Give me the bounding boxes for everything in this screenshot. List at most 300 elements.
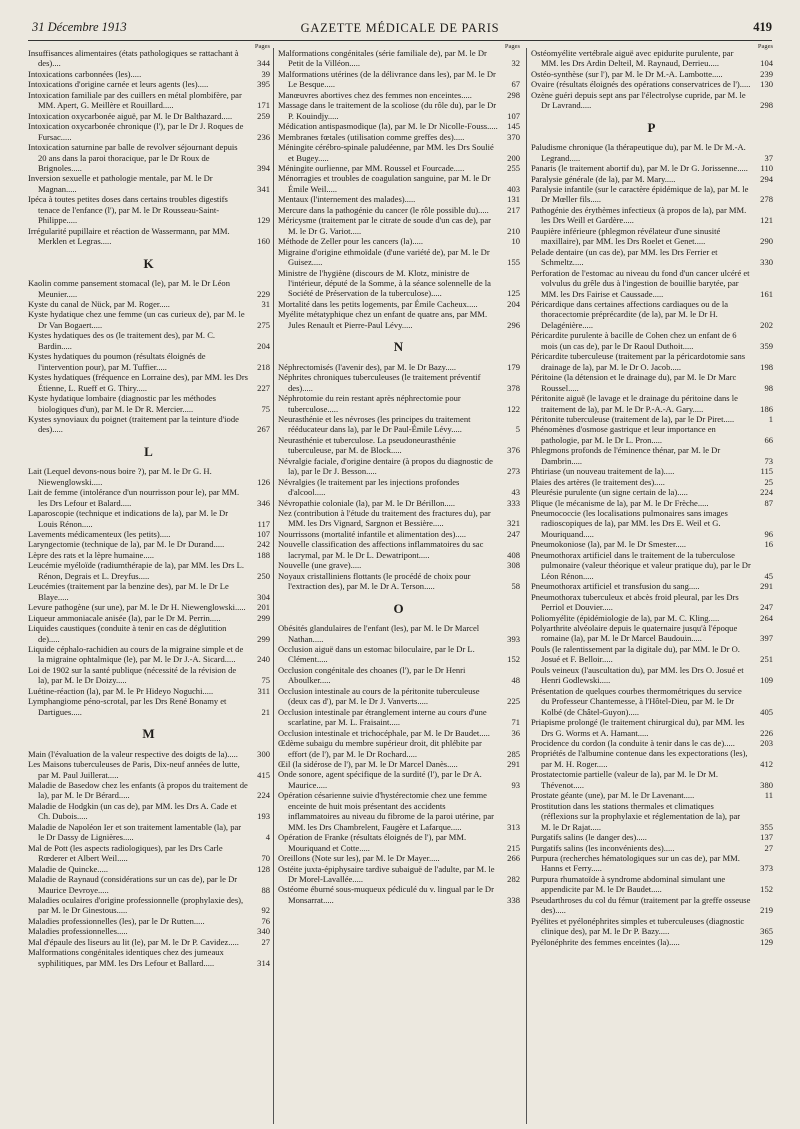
index-entry [278,571,520,592]
entry-text: Néphrotomie du rein restant après néphrectomie pour tuberculose..... [278,393,461,414]
entry-text: Ostéo-synthèse (sur l'), par M. le Dr M.-A. Lambotte..... [531,68,723,79]
index-entry [28,780,270,801]
entry-page-number: 308 [507,560,520,571]
index-entry [278,414,520,435]
entry-page-number: 240 [257,654,270,665]
entry-page-number: 393 [507,633,520,644]
pages-label: Pages [504,43,520,50]
section-letter-heading: P [647,119,657,135]
entry-text: Ostéomyélite vertébrale aiguë avec epidurite purulente, par MM. les Drs Ardin Delteil, M. Raynaud, Derrieu..... [531,48,734,69]
entry-text: Polyarthrite alvéolaire depuis le quaternaire jusqu'à l'époque romaine (la), par M. le Dr Marcel Baudouin..... [531,623,738,644]
entry-text: Main (l'évaluation de la valeur respective des doigts de la)..... [28,748,238,759]
entry-page-number: 88 [261,884,270,895]
index-entry [531,477,773,487]
entry-page-number: 282 [507,873,520,884]
entry-text: Leucémie myéloïde (radiumthérapie de la), par MM. les Drs L. Rénon, Degrais et L. Dreyfus..... [28,560,244,581]
index-entry [278,884,520,905]
entry-page-number: 200 [507,152,520,163]
index-entry [278,142,520,163]
entry-text: Malformations utérines (de la délivrance dans les), par M. le Dr Le Besque..... [278,68,496,90]
index-entry [28,613,270,623]
index-entry [28,937,270,947]
entry-text: Inversion sexuelle et pathologie mentale, par M. le Dr Magnan..... [28,173,213,194]
index-entry [28,822,270,843]
entry-page-number: 285 [507,748,520,759]
entry-text: Kyste du canal de Nück, par M. Roger..... [28,298,170,309]
index-entry [278,769,520,790]
index-entry [531,330,773,351]
entry-page-number: 186 [760,403,773,414]
entry-page-number: 152 [760,884,773,895]
index-entry [531,853,773,874]
entry-page-number: 405 [760,706,773,717]
entry-page-number: 73 [764,455,773,466]
index-entry [278,393,520,414]
index-entry [531,393,773,414]
entry-text: Intoxications carbonnées (les)..... [28,68,142,79]
index-column-3 [531,43,773,1124]
entry-page-number: 341 [257,183,270,194]
index-entry [28,90,270,111]
index-entry [531,174,773,184]
entry-text: Pneumothorax tuberculeux et abcès froid pleural, par les Drs Perriol et Douvier..... [531,591,739,613]
index-entry [278,435,520,456]
entry-text: Kystes synoviaux du poignet (traitement par la teinture d'iode des)..... [28,413,239,435]
entry-text: Paludisme chronique (la thérapeutique du), par M. le Dr M.-A. Legrand..... [531,142,746,163]
entry-page-number: 298 [507,89,520,100]
entry-page-number: 304 [257,591,270,602]
entry-page-number: 43 [511,487,520,498]
entry-text: Maladie de Quincke..... [28,863,108,874]
index-entry [531,487,773,497]
entry-page-number: 128 [257,863,270,874]
entry-text: Myélite métatyphique chez un enfant de quatre ans, par MM. Jules Renault et Pierre-Paul Lévy..... [278,309,488,330]
section-letter-heading: M [142,726,156,742]
entry-text: Ostéite juxta-épiphysaire tardive subaiguë de l'adulte, par M. le Dr Morel-Lavallée..... [278,863,495,884]
entry-page-number: 218 [257,361,270,372]
entry-text: Phénomènes d'osmose gastrique et leur importance en pathologie, par M. le Dr L. Pron..... [531,424,716,445]
index-entry [531,299,773,330]
entry-text: Maladie de Hodgkin (un cas de), par MM. les Drs A. Cade et Ch. Dubois..... [28,800,237,822]
entry-page-number: 66 [764,434,773,445]
index-entry [278,236,520,246]
entry-text: Pneumothorax artificiel dans le traitement de la tuberculose pulmonaire (valeur théorique et valeur pratique du), par le Dr Léon Rénon..... [531,549,751,581]
entry-text: Ministre de l'hygiène (discours de M. Klotz, ministre de l'intérieur, député de la Somme, à la séance solennelle de la Société de Préservation de la tuberculose)..... [278,267,491,299]
entry-text: Laryngectomie (technique de la), par M. le Dr Durand..... [28,539,225,550]
index-entry [531,686,773,717]
entry-page-number: 210 [507,225,520,236]
index-entry [531,748,773,769]
index-entry [531,90,773,111]
index-entry [531,498,773,508]
index-entry [531,874,773,895]
entry-text: Ovaire (résultats éloignés des opérations conservatrices de l')..... [531,79,751,90]
index-entry [278,707,520,728]
entry-page-number: 365 [760,926,773,937]
entry-text: Laparoscopie (technique et indications de la), par M. le Dr Louis Rénon..... [28,508,229,529]
entry-text: Nouvelle (une grave)..... [278,560,362,571]
entry-text: Lavements médicamenteux (les petits)..... [28,529,171,540]
entry-page-number: 203 [760,738,773,748]
index-entry [531,69,773,79]
entry-page-number: 179 [507,361,520,372]
entry-page-number: 126 [257,476,270,487]
entry-page-number: 145 [507,121,520,132]
entry-text: Purgatifs salins (les inconvénients des)..... [531,842,675,853]
entry-page-number: 202 [760,319,773,330]
entry-text: Procidence du cordon (la conduite à tenir dans le cas de)..... [531,738,735,748]
index-entry [531,665,773,686]
entry-text: Levure pathogène (sur une), par M. le Dr H. Niewenglowski..... [28,602,246,613]
entry-page-number: 224 [760,487,773,498]
index-entry [28,309,270,330]
index-entry [28,560,270,581]
entry-text: Intoxication familiale par des cuillers en métal plombifère, par MM. Apert, G. Meillère et Rouillard..... [28,89,242,111]
entry-page-number: 31 [261,298,270,309]
entry-page-number: 198 [760,361,773,372]
entry-page-number: 160 [257,236,270,247]
index-entry [278,686,520,707]
index-entry [28,173,270,194]
entry-page-number: 125 [507,288,520,299]
entry-page-number: 67 [511,79,520,90]
entry-text: Leucémies (traitement par la benzine des), par M. le Dr Le Blaye..... [28,581,229,602]
index-entry [28,194,270,225]
entry-text: Maladies professionnelles (les), par le Dr Rutten..... [28,915,205,926]
entry-page-number: 321 [507,518,520,529]
entry-text: Maladie de Napoléon Ier et son traitement lamentable (la), par le Dr Dassy de Lignières..... [28,821,242,843]
entry-page-number: 76 [261,915,270,926]
index-entry [278,90,520,100]
entry-text: Intoxication saturnine par balle de revolver séjournant depuis 20 ans dans la paroi thoracique, par le Dr Roux de Brignoles..... [28,142,238,173]
entry-text: Paralysie générale (de la), par M. Mary..... [531,173,676,184]
index-entry [531,769,773,790]
index-entry [28,539,270,549]
index-entry [28,48,270,69]
entry-page-number: 403 [507,183,520,194]
entry-text: Kyste hydatique chez une femme (un cas curieux de), par M. le Dr Van Bogaert..... [28,309,245,330]
entry-page-number: 10 [511,236,520,247]
entry-text: Ostéome éburné sous-muqueux pédiculé du v. lingual par le Dr Monsarrat..... [278,884,494,905]
index-entry [531,445,773,466]
entry-page-number: 226 [760,727,773,738]
index-entry [278,247,520,268]
index-entry [531,738,773,748]
entry-text: Lèpre des rats et la lèpre humaine..... [28,549,155,560]
entry-page-number: 104 [760,58,773,69]
entry-page-number: 259 [257,110,270,121]
index-entry [531,801,773,832]
entry-text: Péricardite purulente à bacille de Cohen chez un enfant de 6 mois (un cas de), par le Dr Raoul Duthoit..... [531,330,737,351]
entry-page-number: 394 [257,162,270,173]
index-entry [531,581,773,591]
index-entry [278,728,520,738]
entry-page-number: 290 [760,236,773,247]
index-entry [28,895,270,916]
entry-text: Mentaux (l'internement des malades)..... [278,194,416,205]
entry-text: Péricardique dans certaines affections cardiaques ou de la thoracectomie préprécardite (de la), par M. le Dr H. Delagénière..... [531,298,729,330]
entry-text: Lait de femme (intolérance d'un nourrisson pour le), par MM. les Drs Lefour et Balard..... [28,487,240,508]
entry-page-number: 278 [760,194,773,205]
entry-text: Pneumokoniose (la), par M. le Dr Smester..... [531,539,687,550]
index-entry [278,456,520,477]
index-entry [278,362,520,372]
index-entry [531,539,773,549]
entry-text: Loi de 1902 sur la santé publique (nécessité de la révision de la), par M. le Dr Doizy..... [28,664,237,686]
index-entry [278,215,520,236]
entry-page-number: 314 [257,957,270,968]
entry-page-number: 373 [760,863,773,874]
entry-page-number: 227 [257,382,270,393]
entry-text: Insuffisances alimentaires (états pathologiques se rattachant à des).... [28,48,239,69]
index-entry [278,644,520,665]
entry-page-number: 370 [507,131,520,142]
entry-text: Les Maisons tuberculeuses de Paris, Dix-neuf années de lutte, par M. Paul Juillerat..... [28,759,240,780]
entry-text: Obésités glandulaires de l'enfant (les), par M. le Dr Marcel Nathan..... [278,623,480,644]
entry-page-number: 96 [764,528,773,539]
entry-page-number: 58 [511,581,520,592]
entry-text: Névropathie coloniale (la), par M. le Dr Bérillon..... [278,497,456,508]
index-entry [531,226,773,247]
entry-text: Kystes hydatiques des os (le traitement des), par M. C. Bardin..... [28,330,216,351]
entry-text: Kystes hydatiques (fréquence en Lorraine des), par MM. les Drs Étienne, L. Rueff et G. Thiry..... [28,372,249,393]
entry-page-number: 122 [507,403,520,414]
index-entry [531,937,773,947]
entry-page-number: 355 [760,821,773,832]
entry-text: Péritonite aiguë (le lavage et le drainage du péritoine dans le traitement de la), par M. le Dr P.-A.-A. Gary..... [531,393,738,414]
entry-text: Ipéca à toutes petites doses dans certains troubles digestifs tenace de l'enfance (l'), par M. le Dr Rousseau-Saint-Philippe..... [28,194,228,226]
entry-text: Phtiriase (un nouveau traitement de la)..... [531,466,675,477]
entry-text: Nourrissons (mortalité infantile et alimentation des)..... [278,528,466,539]
entry-text: Œdème subaigu du membre supérieur droit, dit phlébite par effort (de l'), par M. le Dr Rochard..... [278,738,482,759]
entry-text: Purpura rhumatoïde à syndrome abdominal simulant une appendicite par M. le Dr Baudet..... [531,873,726,895]
entry-text: Oreillons (Note sur les), par M. le Dr Mayer..... [278,853,440,864]
entry-text: Maladies oculaires d'origine professionnelle (prophylaxie des), par M. le Dr Ginestous..... [28,894,244,916]
entry-page-number: 110 [760,163,773,174]
entry-text: Méthode de Zeller pour les cancers (la)..... [278,236,423,247]
entry-text: Migraine d'origine ethmoïdale (d'une variété de), par M. le Dr Guisez..... [278,246,490,268]
entry-text: Intoxications d'origine carnée et leurs agents (les)..... [28,79,209,90]
entry-text: Péritonite tuberculeuse (traitement de la), par le Dr Piret..... [531,413,735,424]
index-entry [278,268,520,299]
index-entry [278,173,520,194]
entry-text: Pneumothorax artificiel et transfusion du sang..... [531,581,700,592]
entry-page-number: 188 [257,549,270,560]
entry-page-number: 275 [257,319,270,330]
entry-page-number: 21 [261,706,270,717]
entry-text: Méricysme (traitement par le citrate de soude d'un cas de), par M. le Dr G. Variot..... [278,215,491,236]
header-date: 31 Décembre 1913 [32,20,127,34]
entry-page-number: 340 [257,926,270,937]
entry-text: Neurasthénie et tuberculose. La pseudoneurasthénie tuberculeuse, par M. de Block..... [278,434,456,456]
index-entry [531,466,773,476]
entry-text: Occlusion intestinale et trichocéphale, par M. le Dr Baudet..... [278,727,490,738]
entry-page-number: 109 [760,675,773,686]
entry-page-number: 39 [261,68,270,79]
entry-text: Ménorragies et troubles de coagulation sanguine, par M. le Dr Émile Weil..... [278,173,491,194]
entry-page-number: 264 [760,612,773,623]
entry-text: Occlusion intestinale par étranglement interne au cours d'une scarlatine, par M. L. Fraisaint..... [278,706,487,728]
index-entry [278,790,520,832]
index-entry [531,268,773,299]
entry-page-number: 266 [507,853,520,864]
index-entry [531,550,773,581]
entry-text: Phlegmons profonds de l'éminence thénar, par M. le Dr Dambrin..... [531,445,721,466]
entry-page-number: 193 [257,811,270,822]
index-entry [28,466,270,487]
entry-text: Opération césarienne suivie d'hystérectomie chez une femme enceinte de huit mois présentant des accidents inflammatoires au niveau du fibrome de la paroi utérine, par MM. les Drs Chambrelent, Faugère et Lafarque..... [278,790,494,832]
index-entry [28,278,270,299]
entry-text: Manœuvres abortives chez des femmes non enceintes..... [278,89,472,100]
entry-page-number: 201 [257,602,270,613]
entry-text: Malformations congénitales identiques chez des jumeaux syphilitiques, par MM. les Drs Lefour et Ballard..... [28,947,224,968]
header-rule [28,40,772,41]
index-entry [28,79,270,89]
entry-text: Poliomyélite (épidémiologie de la), par M. C. Kling..... [531,612,720,623]
entry-text: Priapisme prolongé (le traitement chirurgical du), par MM. les Drs G. Worms et A. Hamant..... [531,717,745,738]
index-entry [28,550,270,560]
entry-text: Liquides caustiques (conduite à tenir en cas de déglutition de)..... [28,623,227,644]
entry-page-number: 333 [507,497,520,508]
entry-page-number: 129 [760,936,773,947]
entry-page-number: 204 [257,340,270,351]
entry-text: Mercure dans la pathogénie du cancer (le rôle possible du)..... [278,204,489,215]
entry-page-number: 16 [764,539,773,550]
entry-text: Lymphangiome péno-scrotal, par les Drs René Bonamy et Dartigues..... [28,696,227,717]
entry-page-number: 129 [257,215,270,226]
entry-page-number: 155 [507,257,520,268]
entry-page-number: 224 [257,790,270,801]
entry-text: Occlusion congénitale des choanes (l'), par le Dr Henri Aboulker..... [278,664,466,686]
entry-page-number: 412 [760,758,773,769]
entry-text: Occlusion intestinale au cours de la péritonite tuberculeuse (deux cas d'), par M. le Dr J. Vanverts..... [278,685,480,707]
index-entry [28,696,270,717]
index-entry [531,414,773,424]
entry-page-number: 408 [507,549,520,560]
entry-page-number: 11 [764,790,773,801]
entry-text: Pyélonéphrite des femmes enceintes (la)..... [531,936,680,947]
entry-text: Présentation de quelques courbes thermométriques du service du Professeur Chantemesse, à l'Hôtel-Dieu, par M. le Dr Kolbé (de Châtel-Guyon)..... [531,685,742,717]
index-entry [531,717,773,738]
entry-page-number: 5 [515,424,520,435]
entry-page-number: 338 [507,894,520,905]
entry-page-number: 251 [760,654,773,665]
index-entry [28,623,270,644]
entry-page-number: 219 [760,905,773,916]
entry-text: Mal d'épaule des liseurs au lit (le), par M. le Dr P. Cavidez..... [28,936,239,947]
pages-label: Pages [757,43,773,50]
entry-text: Paupière inférieure (phlegmon révélateur d'une sinusité maxillaire), par MM. les Drs Roelet et Genet..... [531,225,721,247]
entry-page-number: 121 [760,215,773,226]
index-entry [278,163,520,173]
index-entry [28,801,270,822]
entry-text: Pelade dentaire (un cas de), par MM. les Drs Ferrier et Schmeltz..... [531,246,718,268]
index-entry [531,790,773,800]
entry-page-number: 27 [764,842,773,853]
entry-page-number: 239 [760,68,773,79]
entry-page-number: 32 [511,58,520,69]
entry-text: Pleurésie purulente (un signe certain de la)..... [531,487,688,498]
entry-text: Pathogénie des érythèmes infectieux (à propos de la), par MM. les Drs Weill et Gardère..... [531,204,747,226]
index-entry [531,48,773,69]
entry-text: Pouls veineux (l'auscultation du), par MM. les Drs O. Josué et Henri Godlewski..... [531,664,744,686]
entry-text: Lait (Lequel devons-nous boire ?), par M. le Dr G. H. Niewenglowski..... [28,466,212,487]
index-entry [531,247,773,268]
entry-page-number: 75 [261,403,270,414]
entry-text: Membranes fœtales (utilisation comme greffes des)..... [278,131,465,142]
entry-text: Massage dans le traitement de la scoliose (du rôle du), par le Dr P. Kouindjy..... [278,100,497,121]
entry-text: Kyste hydatique lombaire (diagnostic par les méthodes biologiques d'un), par M. le Dr R. Mercier..... [28,393,216,414]
entry-text: Maladies professionnelles..... [28,926,128,937]
entry-text: Paralysie infantile (sur le caractère épidémique de la), par M. le Dr Mœller fils..... [531,183,749,205]
index-entry [278,738,520,759]
entry-text: Méningite cérébro-spinale paludéenne, par MM. les Drs Soulié et Bugey..... [278,142,494,163]
entry-page-number: 255 [507,162,520,173]
entry-page-number: 296 [507,319,520,330]
entry-text: Œil (la sidérose de l'), par M. le Dr Marcel Danès..... [278,759,458,769]
entry-text: Liqueur ammoniacale anisée (la), par le Dr M. Perrin..... [28,612,221,623]
index-entry [531,832,773,842]
entry-text: Purpura (recherches hématologiques sur un cas de), par MM. Hanns et Ferry..... [531,852,740,874]
section-letter-heading: N [393,339,405,355]
entry-page-number: 93 [511,779,520,790]
index-entry [28,602,270,612]
index-entry [28,351,270,372]
entry-text: Péricardite tuberculeuse (traitement par la péricardotomie sans drainage de la), par M. le Dr O. Jacob..... [531,351,746,372]
index-entry [28,529,270,539]
entry-text: Nez (contribution à l'étude du traitement des fractures du), par MM. les Drs Vignard, Sargnon et Bessière..... [278,508,491,529]
index-entry [28,644,270,665]
entry-page-number: 225 [507,696,520,707]
section-letter-heading: K [143,255,155,271]
index-entry [28,581,270,602]
entry-text: Perforation de l'estomac au niveau du fond d'un cancer ulcéré et volvulus du grêle dus à l'ingestion de bouillie barytée, par MM. les Drs Fairise et Caussade..... [531,267,750,299]
entry-page-number: 300 [257,748,270,759]
pages-label: Pages [254,43,270,50]
index-entry [531,424,773,445]
index-entry [28,916,270,926]
index-entry [28,749,270,759]
entry-page-number: 171 [257,100,270,111]
index-entry [531,592,773,613]
entry-text: Luétine-réaction (la), par M. le Pr Hideyo Noguchi..... [28,685,214,696]
index-entry [28,665,270,686]
entry-page-number: 294 [760,173,773,184]
index-entry [531,79,773,89]
entry-page-number: 115 [760,466,773,477]
index-entry [278,560,520,570]
entry-page-number: 344 [257,58,270,69]
entry-text: Néphrites chroniques tuberculeuses (le traitement préventif des)..... [278,372,481,393]
page-header [0,20,800,40]
index-entry [531,351,773,372]
entry-text: Pneumococcie (les localisations pulmonaires sans images radioscopiques de la), par MM. les Drs E. Weil et G. Mouriquand..... [531,508,728,539]
index-entry [28,864,270,874]
entry-page-number: 152 [507,654,520,665]
entry-page-number: 397 [760,633,773,644]
index-entry [531,184,773,205]
entry-text: Pseudarthroses du col du fémur (traitement par la greffe osseuse des)..... [531,894,751,916]
entry-text: Maladie de Raynaud (considérations sur un cas de), par le Dr Maurice Devroye..... [28,874,238,895]
journal-title: GAZETTE MÉDICALE DE PARIS [300,21,500,35]
index-entry [531,205,773,226]
entry-text: Ozène guéri depuis sept ans par l'électrolyse cupride, par M. le Dr Lavrand..... [531,89,746,111]
entry-text: Maladie de Basedow chez les enfants (à propos du traitement de la), par M. le Dr Bérard..... [28,780,248,801]
index-entry [278,194,520,204]
entry-page-number: 273 [507,466,520,477]
entry-page-number: 291 [507,759,520,769]
index-entry [28,686,270,696]
